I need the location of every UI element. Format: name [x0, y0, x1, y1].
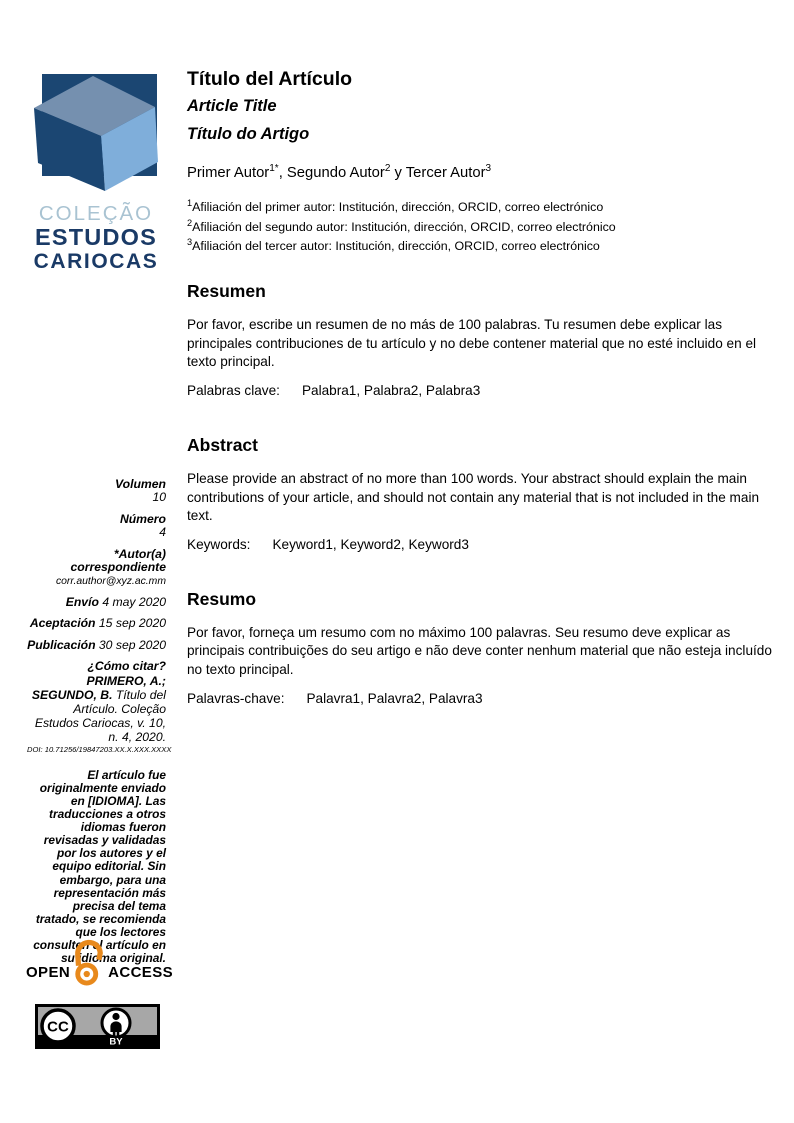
how-to-cite-label: ¿Cómo citar?	[87, 659, 166, 674]
affiliation-1-text: Afiliación del primer autor: Institución, dirección, ORCID, correo electrónico	[192, 200, 604, 215]
affiliation-2-superscript: 2	[187, 217, 193, 228]
number-label: Número	[119, 511, 166, 526]
resumo-keywords-line	[187, 691, 773, 706]
volume-group	[27, 478, 166, 505]
publication-date: 30 sep 2020	[98, 637, 166, 652]
attribution-person-icon	[102, 1009, 130, 1037]
open-access-logo	[25, 938, 174, 986]
author-1: Primer Autor	[187, 164, 270, 181]
resumo-heading: Resumo	[187, 588, 257, 609]
abstract-keywords-line	[187, 537, 773, 552]
acceptance-date-group	[27, 617, 166, 630]
resumen-heading: Resumen	[187, 281, 266, 302]
affiliations-block	[187, 197, 773, 256]
author-2-superscript: 2	[384, 163, 391, 174]
submission-label: Envío	[65, 595, 99, 610]
affiliation-1	[187, 197, 773, 217]
section-resumen	[187, 281, 773, 398]
journal-name-colecao: COLEÇÃO	[38, 202, 154, 225]
abstract-keywords-values: Keyword1, Keyword2, Keyword3	[272, 536, 469, 552]
citation-rest: Título del Artículo. Coleção Estudos Cariocas, v. 10, n. 4, 2020.	[34, 687, 166, 745]
affiliation-3-superscript: 3	[187, 237, 193, 248]
article-title-pt: Título do Artigo	[187, 125, 310, 143]
number-group	[27, 513, 166, 540]
affiliation-1-superscript: 1	[187, 197, 193, 208]
open-access-access-label: ACCESS	[108, 964, 174, 981]
journal-name-cariocas: CARIOCAS	[33, 249, 159, 273]
volume-value: 10	[152, 490, 166, 505]
affiliation-2-text: Afiliación del segundo autor: Institución, dirección, ORCID, correo electrónico	[192, 219, 616, 234]
publication-label: Publicación	[27, 637, 96, 652]
author-2: Segundo Autor	[286, 164, 385, 181]
author-3: Tercer Autor	[405, 164, 486, 181]
doi-text: DOI: 10.71256/19847203.XX.X.XXX.XXXX	[27, 745, 172, 755]
by-attribution-label: BY	[109, 1036, 123, 1048]
journal-logo	[30, 56, 166, 273]
author-line	[187, 163, 773, 181]
open-padlock-icon	[68, 938, 110, 986]
journal-name-estudos: ESTUDOS	[35, 224, 157, 251]
resumo-keywords-values: Palavra1, Palavra2, Palavra3	[306, 690, 483, 706]
volume-label: Volumen	[114, 477, 166, 491]
acceptance-date: 15 sep 2020	[98, 616, 166, 631]
how-to-cite-group	[27, 659, 172, 756]
resumen-keywords-line	[187, 383, 773, 398]
metadata-sidebar	[27, 477, 172, 966]
number-value: 4	[159, 525, 166, 540]
author-separator-1: ,	[278, 164, 287, 181]
corresponding-author-label-1: *Autor(a)	[113, 546, 166, 561]
affiliation-2	[187, 217, 773, 237]
citation-authors: PRIMERO, A.; SEGUNDO, B.	[31, 673, 166, 702]
section-abstract	[187, 435, 773, 552]
author-3-superscript: 3	[485, 163, 492, 174]
abstract-body: Please provide an abstract of no more than 100 words. Your abstract should explain the main contributions of your article, and should not contain any material that is not included in the main text.	[187, 470, 760, 524]
author-1-superscript: 1*	[269, 163, 279, 174]
article-main-column	[187, 68, 773, 706]
corresponding-author-label-2: correspondiente	[70, 560, 166, 575]
language-note: El artículo fue originalmente enviado en [IDIOMA]. Las traducciones a otros idiomas fueron revisadas y validadas por los autores y el equipo editorial. Sin embargo, para una representación más precisa del tema tratado, se recomienda que los lectores consulten el artículo en su idioma original.	[33, 767, 166, 966]
cube-logo-icon	[30, 56, 160, 196]
open-access-open-label: OPEN	[25, 964, 71, 981]
cc-icon-label: CC	[47, 1018, 69, 1036]
acceptance-label: Aceptación	[29, 616, 96, 631]
article-title-es: Título del Artículo	[187, 68, 353, 90]
section-resumo	[187, 589, 773, 706]
corresponding-author-group	[27, 548, 166, 588]
author-separator-2: y	[390, 164, 406, 181]
abstract-heading: Abstract	[187, 434, 258, 455]
resumo-body: Por favor, forneça um resumo com no máximo 100 palavras. Seu resumo deve explicar as principais contribuições do seu artigo e não deve conter nenhum material que não esteja incluído no texto principal.	[187, 624, 772, 677]
article-title-en: Article Title	[187, 97, 277, 115]
affiliation-3	[187, 236, 773, 256]
abstract-keywords-label: Keywords:	[187, 536, 251, 552]
submission-date: 4 may 2020	[102, 595, 166, 610]
citation-text	[27, 674, 166, 745]
publication-date-group	[27, 639, 166, 652]
submission-date-group	[27, 596, 166, 609]
cc-by-license-badge	[35, 1004, 160, 1049]
cc-icon	[42, 1010, 74, 1042]
affiliation-3-text: Afiliación del tercer autor: Institución, dirección, ORCID, correo electrónico	[192, 239, 600, 254]
resumen-keywords-label: Palabras clave:	[187, 382, 280, 398]
resumen-keywords-values: Palabra1, Palabra2, Palabra3	[301, 382, 481, 398]
journal-wordmark	[30, 203, 162, 273]
resumo-keywords-label: Palavras-chave:	[187, 690, 285, 706]
resumen-body: Por favor, escribe un resumen de no más de 100 palabras. Tu resumen debe explicar las principales contribuciones de tu artículo y no debe contener material que no esté incluido en el texto principal.	[187, 317, 757, 370]
corresponding-author-email: corr.author@xyz.ac.mm	[55, 575, 166, 587]
